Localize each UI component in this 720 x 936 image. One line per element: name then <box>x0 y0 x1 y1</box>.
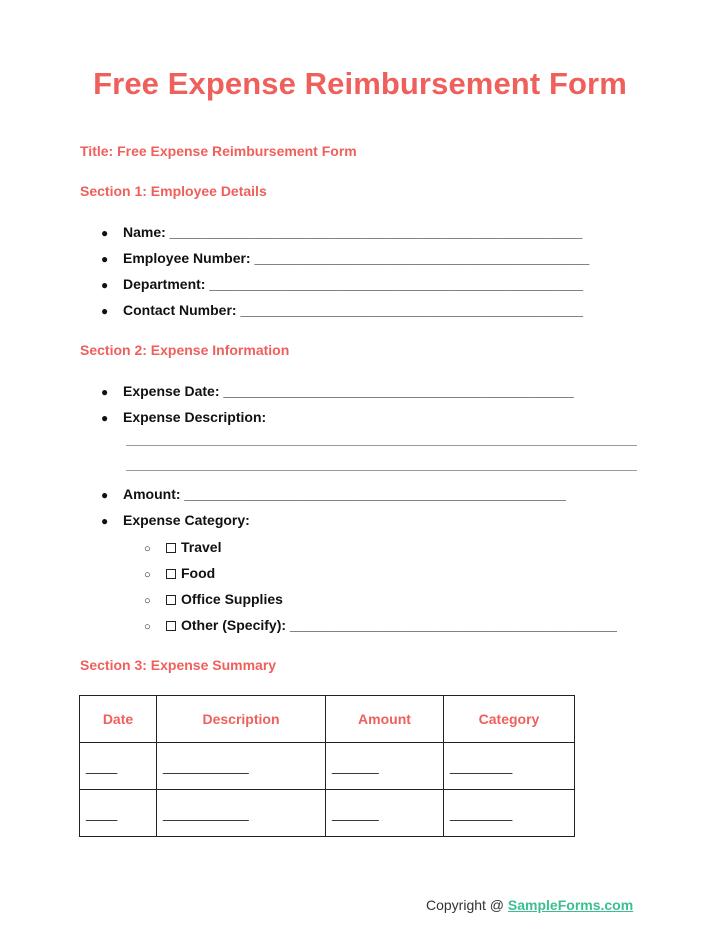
category-option-other[interactable] <box>144 617 617 633</box>
bullet-icon: ● <box>101 514 109 528</box>
table-cell-category[interactable]: ________ <box>444 743 575 790</box>
field-department-label: Department: ________________________________________________ <box>123 276 584 292</box>
copyright-text: Copyright @ <box>426 897 508 913</box>
copyright-footer <box>426 897 633 913</box>
field-expense-category <box>101 512 250 528</box>
bullet-icon: ● <box>101 304 109 318</box>
field-department[interactable] <box>101 276 583 292</box>
table-cell-date[interactable]: ____ <box>80 743 157 790</box>
field-expense-date[interactable] <box>101 383 574 399</box>
description-blank-line-1[interactable] <box>126 445 637 446</box>
category-option-food[interactable] <box>144 565 215 581</box>
table-cell-amount[interactable]: ______ <box>326 743 444 790</box>
circle-bullet-icon: ○ <box>144 595 151 607</box>
table-cell-category[interactable]: ________ <box>444 790 575 837</box>
section-1-heading: Section 1: Employee Details <box>80 183 267 199</box>
form-title-line: Title: Free Expense Reimbursement Form <box>80 143 357 159</box>
bullet-icon: ● <box>101 385 109 399</box>
table-header-description: Description <box>157 696 326 743</box>
field-employee-number-label: Employee Number: ___________________________________________ <box>123 250 590 266</box>
table-cell-amount[interactable]: ______ <box>326 790 444 837</box>
circle-bullet-icon: ○ <box>144 621 151 633</box>
category-option-office-supplies[interactable] <box>144 591 283 607</box>
category-option-label: Travel <box>181 539 222 555</box>
bullet-icon: ● <box>101 226 109 240</box>
table-cell-description[interactable]: ___________ <box>157 743 326 790</box>
checkbox-icon[interactable] <box>166 569 176 579</box>
checkbox-icon[interactable] <box>166 621 176 631</box>
table-header-date: Date <box>80 696 157 743</box>
table-header-category: Category <box>444 696 575 743</box>
category-option-label: Other (Specify): __________________________________________ <box>181 617 617 633</box>
sampleforms-link[interactable]: SampleForms.com <box>507 897 634 913</box>
table-row <box>80 790 575 837</box>
bullet-icon: ● <box>101 488 109 502</box>
bullet-icon: ● <box>101 278 109 292</box>
field-amount-label: Amount: _________________________________________________ <box>123 486 566 502</box>
circle-bullet-icon: ○ <box>144 569 151 581</box>
table-cell-date[interactable]: ____ <box>80 790 157 837</box>
field-contact-number[interactable] <box>101 302 583 318</box>
expense-summary-table <box>79 695 575 837</box>
category-option-label: Office Supplies <box>181 591 283 607</box>
checkbox-icon[interactable] <box>166 595 176 605</box>
description-blank-line-2[interactable] <box>126 470 637 471</box>
category-option-travel[interactable] <box>144 539 221 555</box>
field-employee-number[interactable] <box>101 250 589 266</box>
field-expense-category-label: Expense Category: <box>123 512 250 528</box>
table-cell-description[interactable]: ___________ <box>157 790 326 837</box>
section-2-heading: Section 2: Expense Information <box>80 342 290 358</box>
field-expense-date-label: Expense Date: _____________________________________________ <box>123 383 574 399</box>
field-expense-description-label: Expense Description: <box>123 409 267 425</box>
field-expense-description <box>101 409 266 425</box>
circle-bullet-icon: ○ <box>144 543 151 555</box>
checkbox-icon[interactable] <box>166 543 176 553</box>
section-3-heading: Section 3: Expense Summary <box>80 657 277 673</box>
field-name-label: Name: _____________________________________________________ <box>123 224 583 240</box>
bullet-icon: ● <box>101 411 109 425</box>
form-main-title: Free Expense Reimbursement Form <box>93 66 627 101</box>
table-header-amount: Amount <box>326 696 444 743</box>
field-amount[interactable] <box>101 486 566 502</box>
bullet-icon: ● <box>101 252 109 266</box>
category-option-label: Food <box>181 565 216 581</box>
field-contact-number-label: Contact Number: ____________________________________________ <box>123 302 584 318</box>
table-header-row <box>80 696 575 743</box>
table-row <box>80 743 575 790</box>
field-name[interactable] <box>101 224 582 240</box>
